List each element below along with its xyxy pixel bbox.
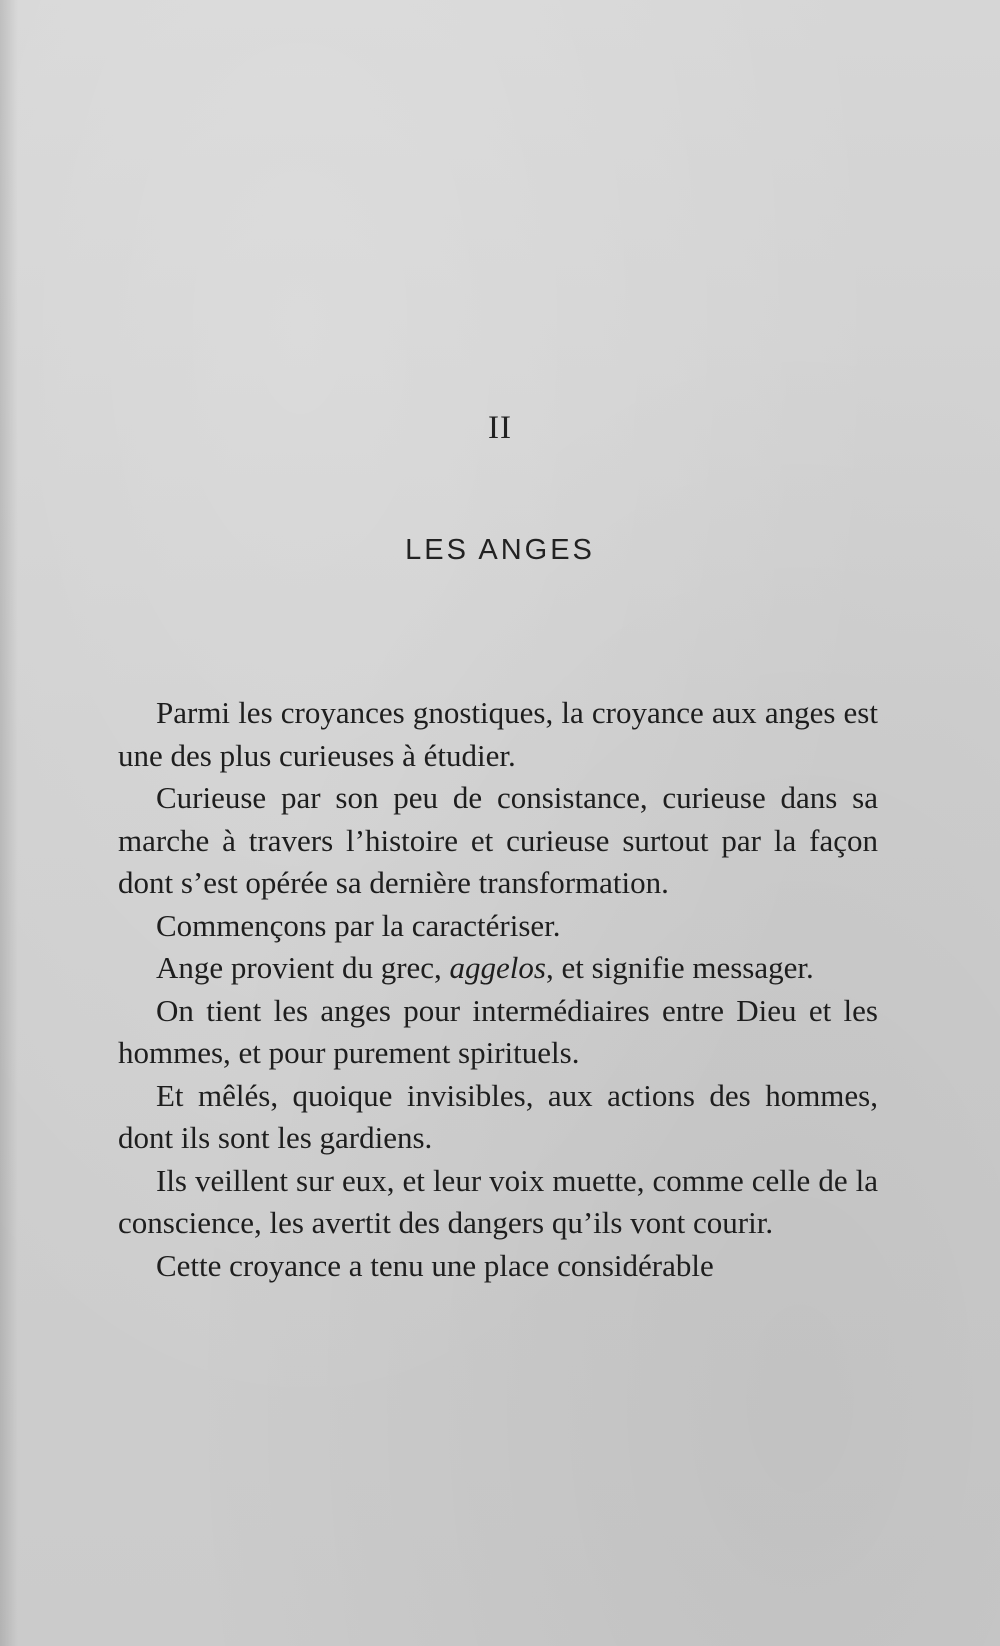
chapter-title: LES ANGES [405, 534, 595, 566]
chapter-body [118, 692, 878, 1287]
paragraph: On tient les anges pour intermédiaires entre Dieu et les hommes, et pour purement spirituels. [118, 992, 878, 1070]
chapter-number: II [488, 410, 512, 446]
paragraph [118, 947, 878, 990]
paragraph: Commençons par la caractériser. [156, 907, 561, 943]
paragraph: Curieuse par son peu de consistance, curieuse dans sa marche à travers l’histoire et curieuse surtout par la façon dont s’est opérée sa dernière transformation. [118, 780, 878, 900]
paragraph: Et mêlés, quoique invisibles, aux actions des hommes, dont ils sont les gardiens. [118, 1077, 878, 1155]
paragraph-text: , et signifie messager. [545, 950, 814, 985]
paragraph: Ils veillent sur eux, et leur voix muette, comme celle de la conscience, les avertit des dangers qu’ils vont courir. [118, 1162, 878, 1240]
paragraph-text: Ange provient du grec, [156, 950, 450, 985]
page-edge-shadow [0, 0, 18, 1646]
greek-term: aggelos [449, 950, 546, 985]
paragraph: Parmi les croyances gnostiques, la croyance aux anges est une des plus curieuses à étudier. [118, 695, 878, 773]
paragraph: Cette croyance a tenu une place considérable [156, 1247, 714, 1283]
